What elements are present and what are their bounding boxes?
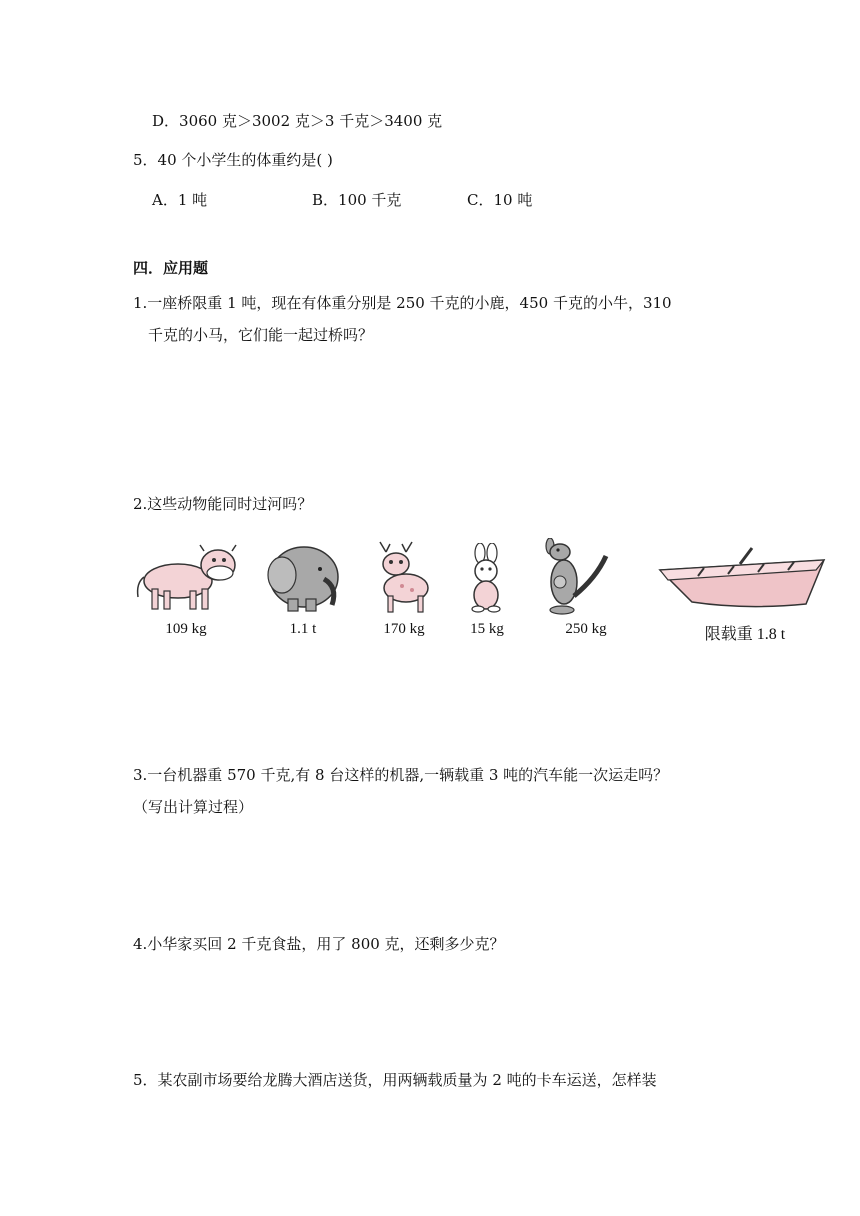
problem-2: 2.这些动物能同时过河吗？ <box>133 495 313 513</box>
boat-illustration <box>656 546 828 616</box>
problem-5-line-1: 5．某农副市场要给龙腾大酒店送货，用两辆载质量为 2 吨的卡车运送，怎样装 <box>133 1071 657 1089</box>
q4-option-d: D．3060 克＞3002 克＞3 千克＞3400 克 <box>152 112 443 130</box>
elephant-illustration <box>262 543 352 615</box>
q5-stem: 5．40 个小学生的体重约是( ) <box>133 151 333 169</box>
kangaroo-illustration <box>540 538 614 616</box>
q5-option-b: B．100 千克 <box>312 191 402 209</box>
elephant-weight-label: 1.1 t <box>289 621 317 637</box>
cow-weight-label: 109 kg <box>165 621 207 637</box>
problem-1-line-2: 千克的小马，它们能一起过桥吗？ <box>148 326 374 344</box>
rabbit-illustration <box>462 543 510 615</box>
problem-3-line-2: （写出计算过程） <box>133 798 254 816</box>
q5-option-a: A．1 吨 <box>152 191 208 209</box>
problem-4: 4.小华家买回 2 千克食盐，用了 800 克，还剩多少克？ <box>133 935 505 953</box>
problem-3-line-1: 3.一台机器重 570 千克,有 8 台这样的机器,一辆载重 3 吨的汽车能一次运走吗？ <box>133 766 669 784</box>
deer-weight-label: 170 kg <box>383 621 425 637</box>
deer-illustration <box>372 540 436 616</box>
cow-illustration <box>132 543 242 615</box>
q5-option-c: C．10 吨 <box>467 191 533 209</box>
boat-capacity-label: 限载重 1.8 t <box>704 626 786 643</box>
kangaroo-weight-label: 250 kg <box>565 621 607 637</box>
problem-1-line-1: 1.一座桥限重 1 吨，现在有体重分别是 250 千克的小鹿，450 千克的小牛，310 <box>133 294 672 312</box>
rabbit-weight-label: 15 kg <box>470 621 504 637</box>
section-title: 四．应用题 <box>133 259 209 277</box>
